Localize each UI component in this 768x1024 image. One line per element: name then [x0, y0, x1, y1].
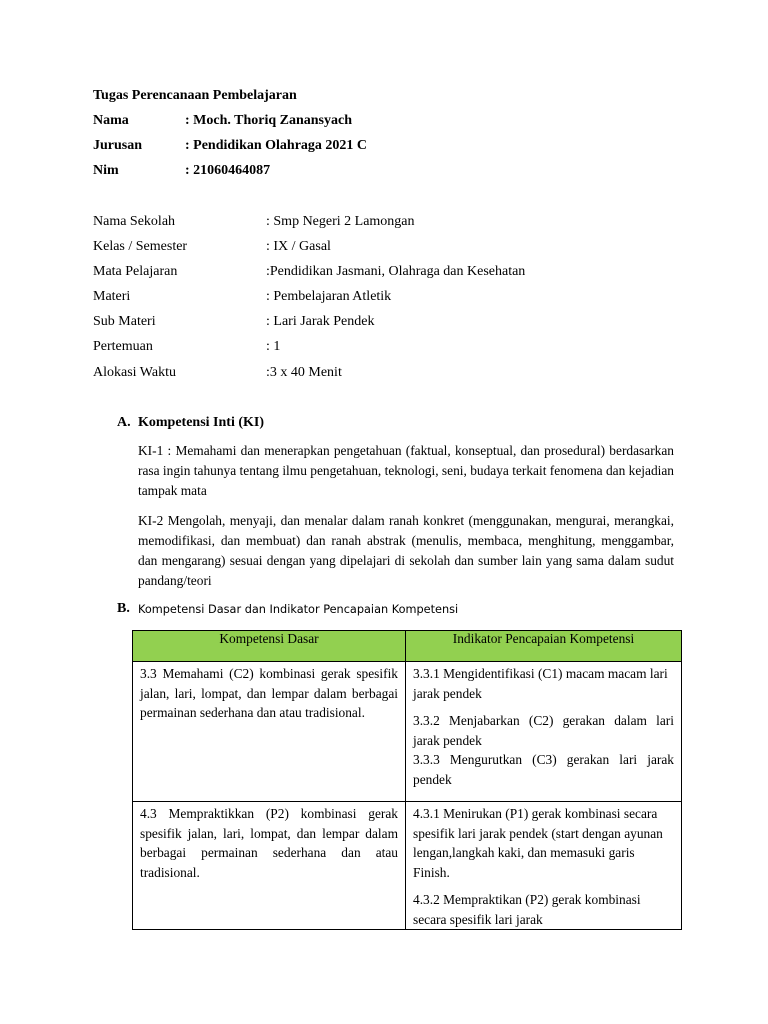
section-a-title: Kompetensi Inti (KI) [138, 415, 264, 430]
header-label-jurusan: Jurusan [93, 138, 143, 153]
identity-label: Kelas / Semester [93, 239, 188, 254]
kd-cell [133, 802, 406, 930]
indicator-text: 4.3.2 Mempraktikan (P2) gerak kombinasi secara spesifik lari jarak [413, 892, 641, 927]
column-header-indicator: Indikator Pencapaian Kompetensi [406, 631, 682, 662]
identity-value: : IX / Gasal [266, 239, 331, 254]
table-header-row [133, 631, 682, 662]
header-value-nama: : Moch. Thoriq Zanansyach [185, 113, 352, 128]
identity-value: :Pendidikan Jasmani, Olahraga dan Kesehatan [266, 264, 526, 279]
kd-text: 4.3 Mempraktikkan (P2) kombinasi gerak spesifik jalan, lari, lompat, dan lempar dalam berbagai permainan sederhana dan atau tradisional. [140, 806, 398, 880]
identity-label: Alokasi Waktu [93, 365, 176, 380]
identity-label: Sub Materi [93, 314, 156, 329]
header-label-nama: Nama [93, 113, 129, 128]
indicator-cell [406, 662, 682, 802]
indicator-text: 3.3.2 Menjabarkan (C2) gerakan dalam lari jarak pendek [413, 713, 674, 748]
identity-label: Nama Sekolah [93, 214, 176, 229]
competency-table [132, 630, 682, 930]
indicator-cell [406, 802, 682, 930]
section-b-letter: B. [117, 601, 130, 616]
ki1-paragraph: KI-1 : Memahami dan menerapkan pengetahuan (faktual, konseptual, dan prosedural) berdasarkan rasa ingin tahunya tentang ilmu pengetahuan, teknologi, seni, budaya terkait fenomena dan kejadian tampak mata [138, 443, 674, 498]
identity-value: : Smp Negeri 2 Lamongan [266, 214, 415, 229]
indicator-text: 3.3.1 Mengidentifikasi (C1) macam macam lari jarak pendek [413, 666, 668, 701]
table-row [133, 662, 682, 802]
table-row [133, 802, 682, 930]
column-header-kd: Kompetensi Dasar [133, 631, 406, 662]
section-a-letter: A. [117, 415, 131, 430]
assignment-title: Tugas Perencanaan Pembelajaran [93, 88, 297, 103]
header-value-jurusan: : Pendidikan Olahraga 2021 C [185, 138, 368, 153]
identity-value: :3 x 40 Menit [266, 365, 342, 380]
kd-cell [133, 662, 406, 802]
kd-text: 3.3 Memahami (C2) kombinasi gerak spesifik jalan, lari, lompat, dan lempar dalam berbagai permainan sederhana dan atau tradisional. [140, 666, 398, 720]
identity-value: : 1 [266, 339, 281, 354]
section-b-title: Kompetensi Dasar dan Indikator Pencapaian Kompetensi [138, 603, 459, 616]
identity-label: Mata Pelajaran [93, 264, 178, 279]
header-value-nim: : 21060464087 [185, 163, 271, 178]
identity-value: : Lari Jarak Pendek [266, 314, 375, 329]
indicator-text: 4.3.1 Menirukan (P1) gerak kombinasi secara spesifik lari jarak pendek (start dengan ayunan lengan,langkah kaki, dan memasuki garis Finish. [413, 806, 663, 880]
identity-value: : Pembelajaran Atletik [266, 289, 392, 304]
ki2-paragraph: KI-2 Mengolah, menyaji, dan menalar dalam ranah konkret (menggunakan, mengurai, merangkai, memodifikasi, dan membuat) dan ranah abstrak (menulis, membaca, menghitung, menggambar, dan mengarang) sesuai dengan yang dipelajari di sekolah dan sumber lain yang sama dalam sudut pandang/teori [138, 513, 674, 588]
header-label-nim: Nim [93, 163, 119, 178]
identity-label: Materi [93, 289, 131, 304]
indicator-text: 3.3.3 Mengurutkan (C3) gerakan lari jarak pendek [413, 752, 674, 787]
identity-label: Pertemuan [93, 339, 153, 354]
